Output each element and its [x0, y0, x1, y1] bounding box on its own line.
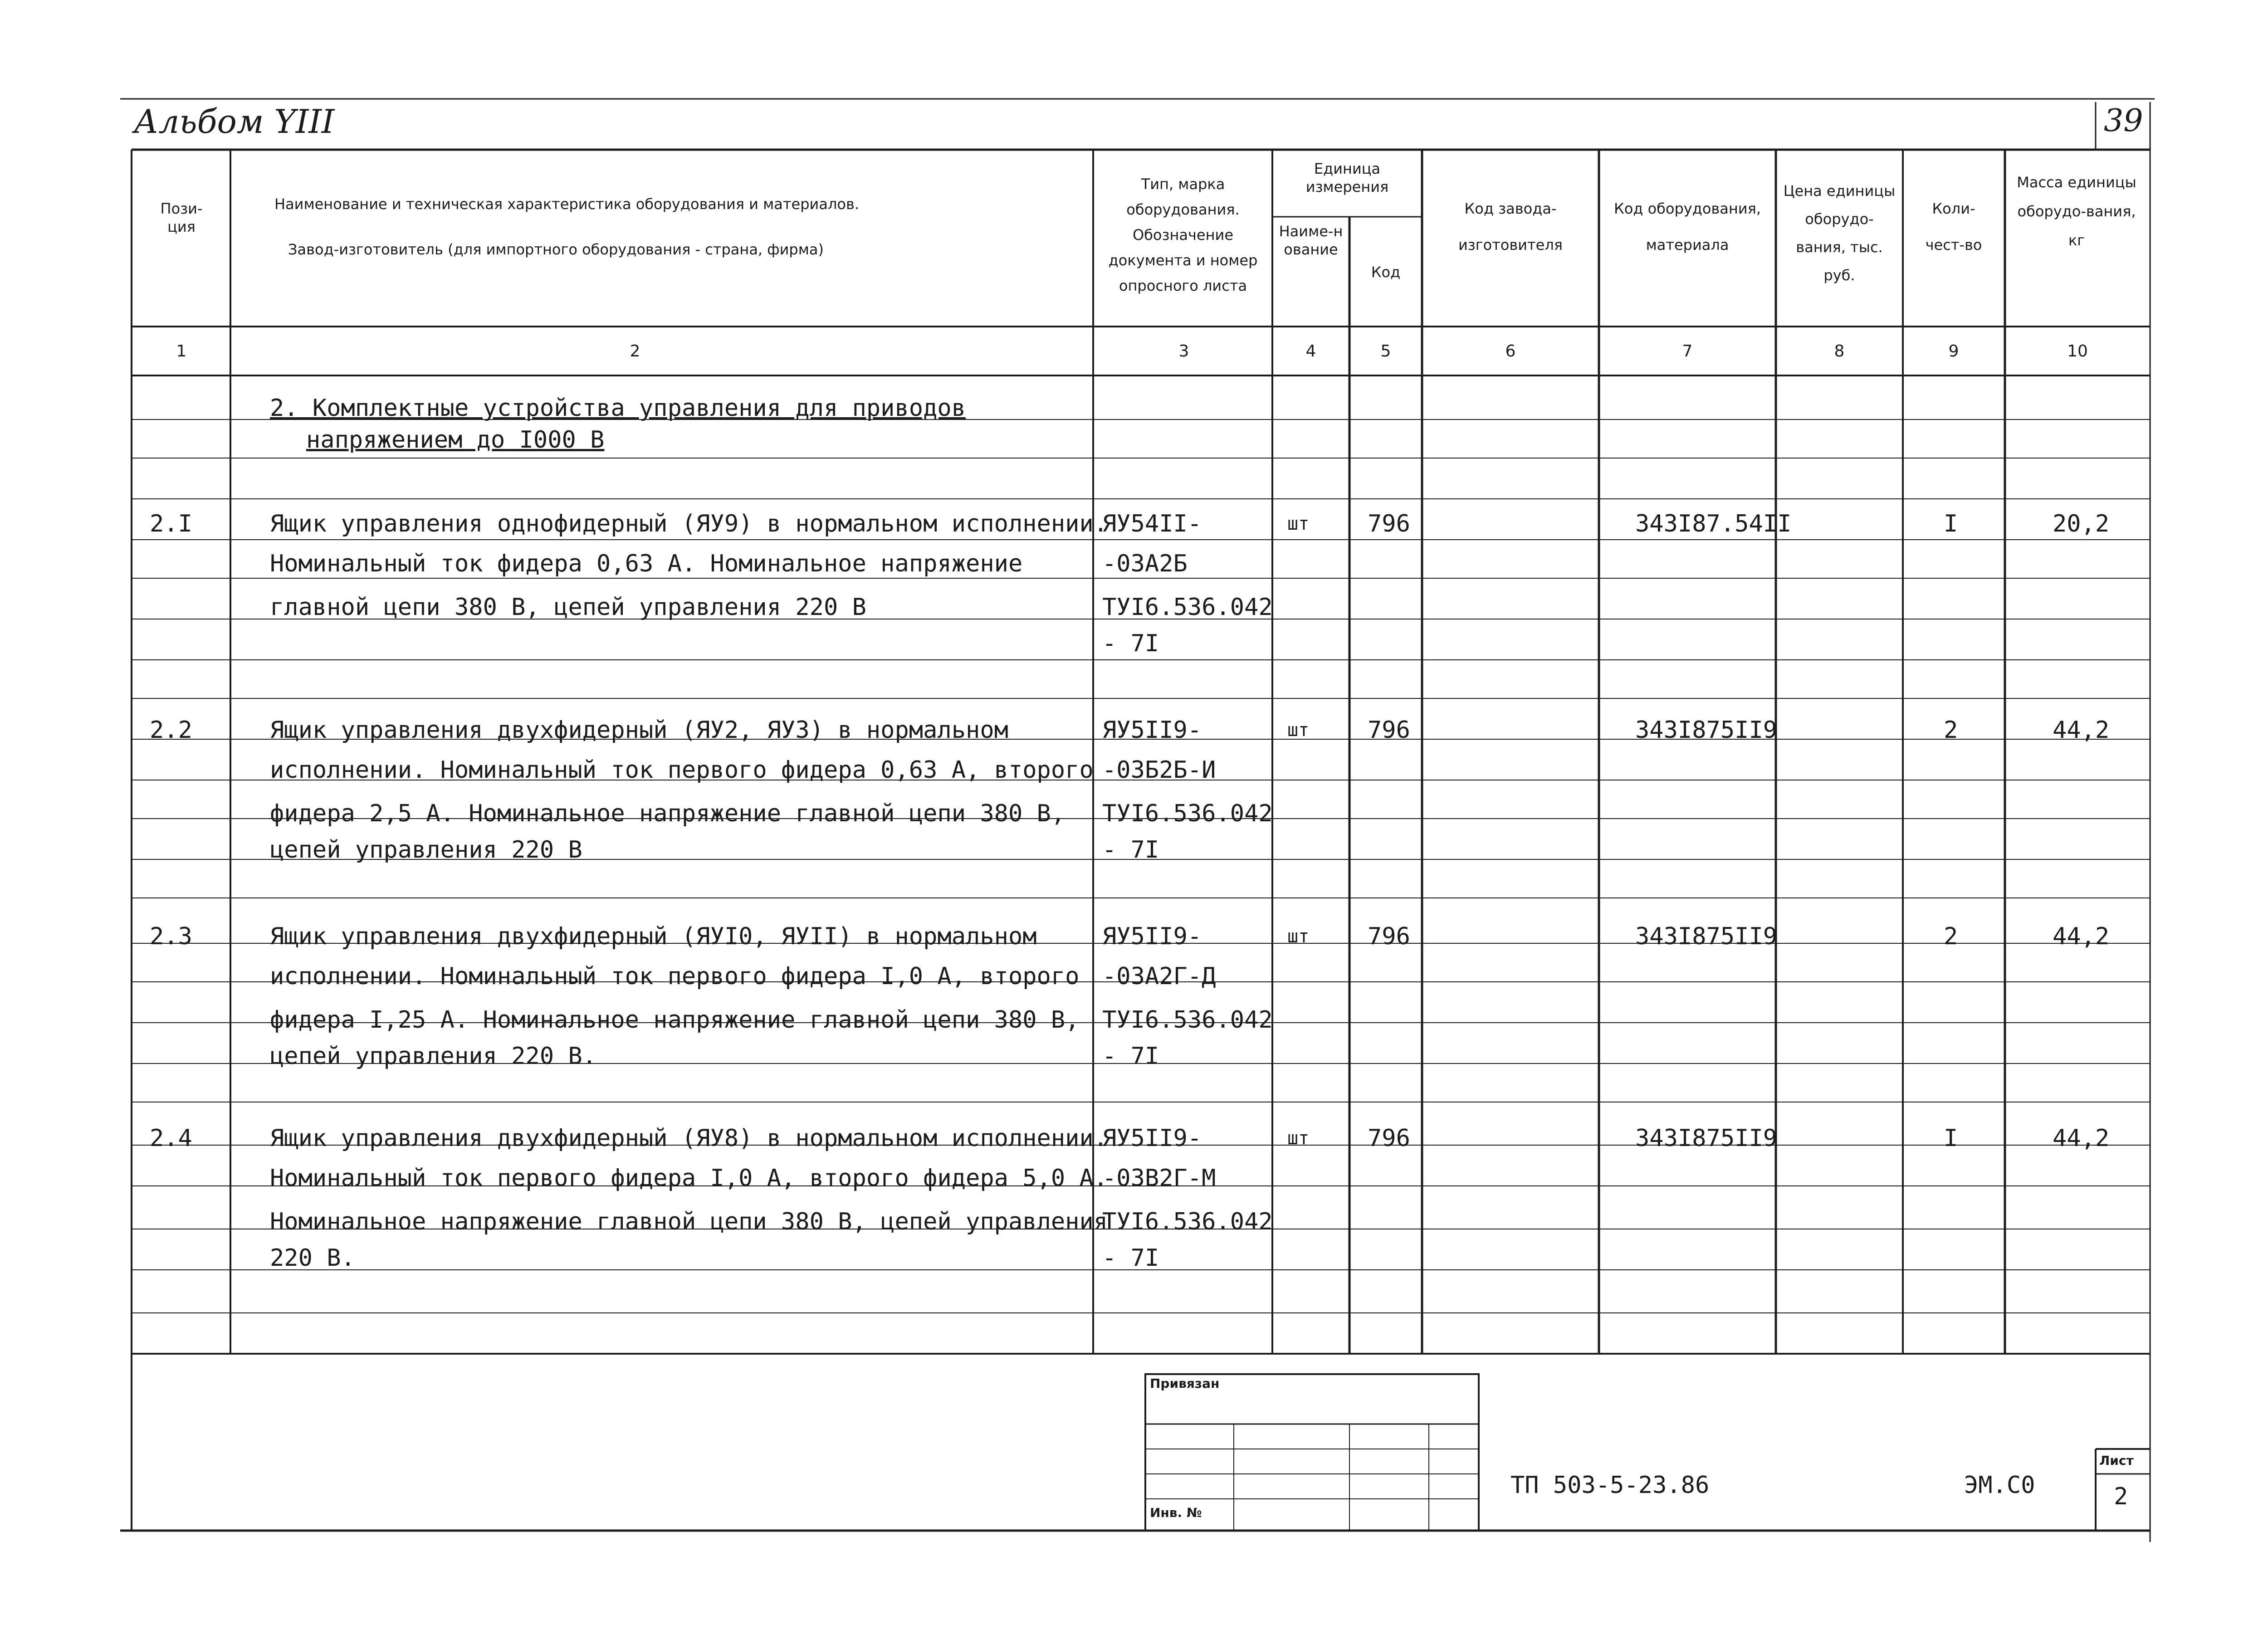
type-cell: - 7I — [1102, 836, 1159, 863]
description-cell: Номинальное напряжение главной цепи 380 В, цепей управления — [270, 1208, 1108, 1235]
mass-cell: 44,2 — [2053, 923, 2110, 950]
header-unit-code: Код — [1371, 263, 1401, 281]
type-cell: -03В2Г-М — [1102, 1165, 1216, 1192]
description-cell: фидера 2,5 А. Номинальное напряжение главной цепи 380 В, — [270, 800, 1066, 827]
quantity-cell: 2 — [1944, 717, 1958, 744]
document-code: ТП 503-5-23.86 — [1510, 1472, 1710, 1499]
description-cell: Ящик управления однофидерный (ЯУ9) в нормальном исполнении. — [270, 510, 1108, 537]
description-cell: Номинальный ток фидера 0,63 А. Номинальное напряжение — [270, 550, 1023, 577]
description-cell: Ящик управления двухфидерный (ЯУ2, ЯУ3) в нормальном — [270, 717, 1008, 744]
unit-code-cell: 796 — [1368, 510, 1410, 537]
unit-code-cell: 796 — [1368, 923, 1410, 950]
header-position: Пози- ция — [160, 200, 203, 235]
inventory-label: Инв. № — [1150, 1505, 1202, 1520]
header-type: Тип, марка оборудования. Обозначение документа и номер опросного листа — [1108, 176, 1258, 294]
type-cell: -03Б2Б-И — [1102, 756, 1216, 784]
type-cell: ТУI6.536.042 — [1102, 1006, 1273, 1034]
description-cell: Ящик управления двухфидерный (ЯУI0, ЯУII) в нормальном — [270, 923, 1037, 950]
quantity-cell: 2 — [1944, 923, 1958, 950]
type-cell: - 7I — [1102, 1244, 1159, 1272]
unit-code-cell: 796 — [1368, 717, 1410, 744]
header-name-line1: Наименование и техническая характеристика оборудования и материалов. — [274, 195, 859, 213]
description-cell: 220 В. — [270, 1244, 355, 1272]
header-unit-name: Наиме-нование — [1279, 223, 1343, 258]
type-cell: ЯУ5II9- — [1102, 717, 1202, 744]
document-mark: ЭМ.С0 — [1964, 1472, 2035, 1499]
type-cell: -03А2Б — [1102, 550, 1188, 577]
header-name-line2: Завод-изготовитель (для импортного оборудования - страна, фирма) — [288, 241, 824, 258]
header-material-code: Код оборудования, материала — [1613, 200, 1761, 254]
description-cell: Ящик управления двухфидерный (ЯУ8) в нормальном исполнении. — [270, 1125, 1108, 1152]
quantity-cell: I — [1944, 510, 1958, 537]
header-mass: Масса единицы оборудо-вания, кг — [2017, 174, 2136, 249]
column-number: 10 — [2067, 342, 2088, 361]
description-cell: исполнении. Номинальный ток первого фидера 0,63 А, второго — [270, 756, 1094, 784]
header-quantity: Коли-чест-во — [1925, 200, 1982, 254]
type-cell: ТУI6.536.042 — [1102, 1208, 1273, 1235]
header-price: Цена единицы оборудо-вания, тыс. руб. — [1783, 182, 1896, 284]
column-number: 4 — [1305, 342, 1316, 361]
type-cell: -03А2Г-Д — [1102, 963, 1216, 990]
mass-cell: 20,2 — [2053, 510, 2110, 537]
material-code-cell: 343I87.54II — [1635, 510, 1792, 537]
position-cell: 2.3 — [150, 923, 192, 950]
mass-cell: 44,2 — [2053, 1125, 2110, 1152]
type-cell: ТУI6.536.042 — [1102, 594, 1273, 621]
unit-name-cell: шт — [1287, 513, 1310, 534]
column-number: 5 — [1380, 342, 1391, 361]
page-number: 39 — [2104, 103, 2143, 139]
material-code-cell: 343I875II9 — [1635, 923, 1778, 950]
header-unit-group: Единица измерения — [1305, 160, 1389, 195]
quantity-cell: I — [1944, 1125, 1958, 1152]
description-cell: цепей управления 220 В — [270, 836, 582, 863]
type-cell: ЯУ5II9- — [1102, 923, 1202, 950]
material-code-cell: 343I875II9 — [1635, 717, 1778, 744]
unit-code-cell: 796 — [1368, 1125, 1410, 1152]
unit-name-cell: шт — [1287, 1128, 1310, 1149]
section-title: 2. Комплектные устройства управления для приводов — [270, 395, 966, 422]
description-cell: фидера I,25 А. Номинальное напряжение главной цепи 380 В, — [270, 1006, 1080, 1034]
album-label: Альбом YIII — [134, 102, 335, 141]
position-cell: 2.2 — [150, 717, 192, 744]
column-number: 8 — [1834, 342, 1845, 361]
position-cell: 2.4 — [150, 1125, 192, 1152]
type-cell: - 7I — [1102, 1043, 1159, 1070]
description-cell: Номинальный ток первого фидера I,0 А, второго фидера 5,0 А. — [270, 1165, 1108, 1192]
material-code-cell: 343I875II9 — [1635, 1125, 1778, 1152]
unit-name-cell: шт — [1287, 720, 1310, 741]
type-cell: - 7I — [1102, 630, 1159, 657]
description-cell: исполнении. Номинальный ток первого фидера I,0 А, второго — [270, 963, 1080, 990]
description-cell: цепей управления 220 В. — [270, 1043, 597, 1070]
mass-cell: 44,2 — [2053, 717, 2110, 744]
column-number: 3 — [1178, 342, 1189, 361]
bound-label: Привязан — [1150, 1376, 1220, 1391]
section-subtitle: напряжением до I000 В — [306, 426, 605, 454]
header-manufacturer-code: Код завода-изготовителя — [1458, 200, 1563, 254]
column-number: 7 — [1682, 342, 1693, 361]
column-number: 1 — [176, 342, 187, 361]
position-cell: 2.I — [150, 510, 192, 537]
type-cell: ЯУ5II9- — [1102, 1125, 1202, 1152]
sheet-number: 2 — [2114, 1483, 2128, 1510]
type-cell: ТУI6.536.042 — [1102, 800, 1273, 827]
column-number: 6 — [1505, 342, 1516, 361]
description-cell: главной цепи 380 В, цепей управления 220 В — [270, 594, 866, 621]
sheet-label: Лист — [2099, 1453, 2134, 1468]
column-number: 2 — [630, 342, 640, 361]
column-number: 9 — [1948, 342, 1959, 361]
type-cell: ЯУ54II- — [1102, 510, 1202, 537]
unit-name-cell: шт — [1287, 926, 1310, 947]
